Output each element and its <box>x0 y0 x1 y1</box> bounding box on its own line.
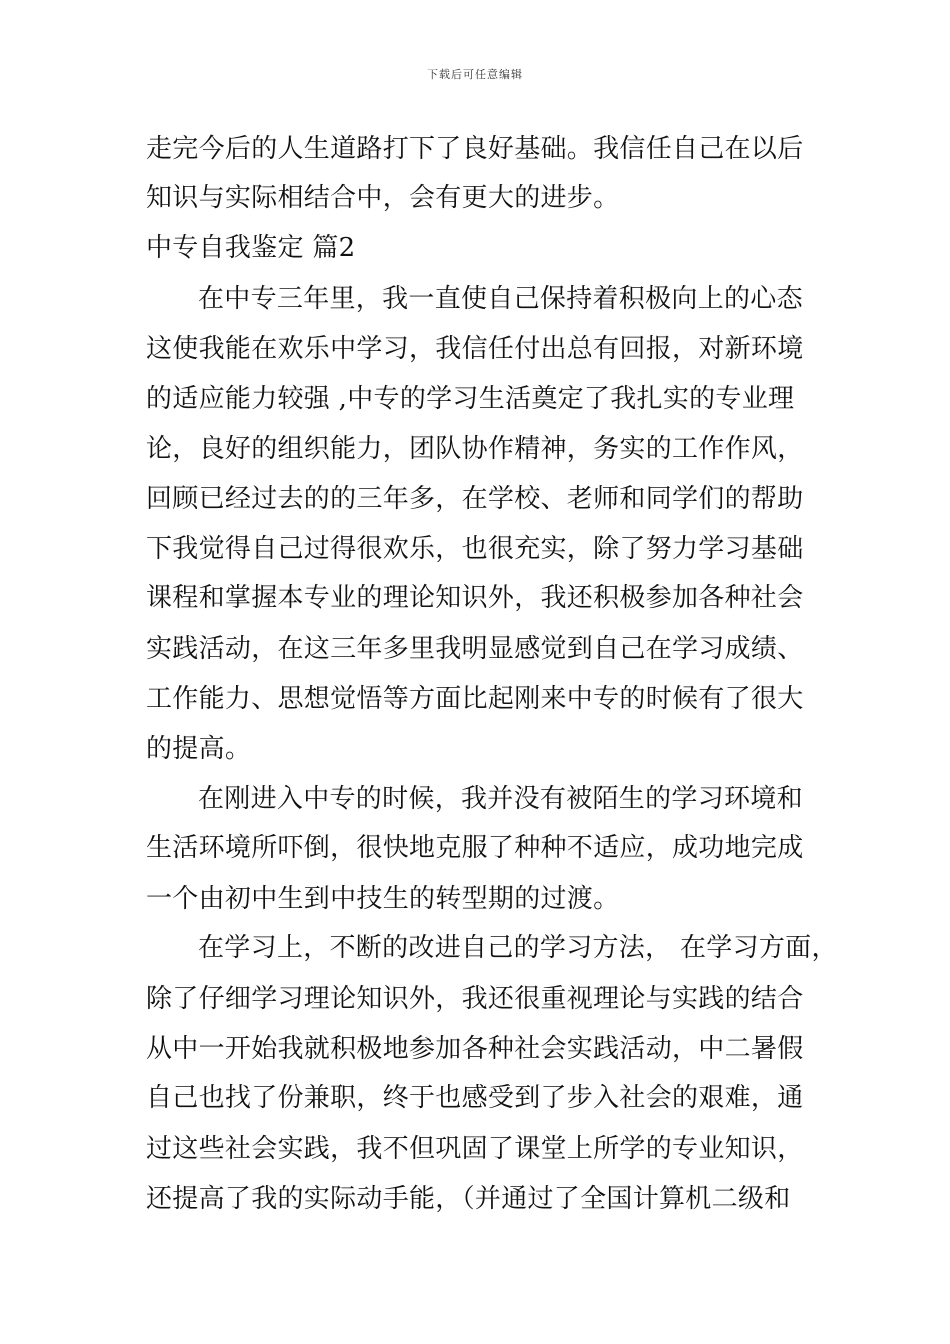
text-line: 自己也找了份兼职，终于也感受到了步入社会的艰难，通 <box>146 1083 804 1113</box>
text-line: 从中一开始我就积极地参加各种社会实践活动，中二暑假 <box>146 1034 804 1064</box>
text-line: 的适应能力较强 ,中专的学习生活奠定了我扎实的专业理 <box>146 384 795 414</box>
text-line: 知识与实际相结合中，会有更大的进步。 <box>146 183 620 213</box>
text-line: 生活环境所吓倒，很快地克服了种种不适应，成功地完成 <box>146 833 804 863</box>
text-line: 论，良好的组织能力，团队协作精神，务实的工作作风， <box>146 434 804 464</box>
text-line: 实践活动，在这三年多里我明显感觉到自己在学习成绩、 <box>146 634 804 664</box>
section-heading: 中专自我鉴定 篇2 <box>146 233 356 263</box>
text-line: 的提高。 <box>146 734 252 764</box>
text-line: 除了仔细学习理论知识外，我还很重视理论与实践的结合 <box>146 984 804 1014</box>
text-line: 下我觉得自己过得很欢乐，也很充实，除了努力学习基础 <box>146 534 804 564</box>
paragraph-first-line: 在中专三年里，我一直使自己保持着积极向上的心态 <box>198 284 803 314</box>
paragraph-first-line: 在学习上，不断的改进自己的学习方法， 在学习方面， <box>198 933 838 963</box>
page-header: 下载后可任意编辑 <box>427 68 523 81</box>
text-line: 回顾已经过去的的三年多，在学校、老师和同学们的帮助 <box>146 484 804 514</box>
text-line: 走完今后的人生道路打下了良好基础。我信任自己在以后 <box>146 134 804 164</box>
text-line: 一个由初中生到中技生的转型期的过渡。 <box>146 884 620 914</box>
text-line: 还提高了我的实际动手能，（并通过了全国计算机二级和 <box>146 1184 791 1214</box>
text-line: 这使我能在欢乐中学习，我信任付出总有回报，对新环境 <box>146 334 804 364</box>
text-line: 工作能力、思想觉悟等方面比起刚来中专的时候有了很大 <box>146 684 804 714</box>
text-line: 过这些社会实践，我不但巩固了课堂上所学的专业知识， <box>146 1134 804 1164</box>
text-line: 课程和掌握本专业的理论知识外，我还积极参加各种社会 <box>146 583 804 613</box>
paragraph-first-line: 在刚进入中专的时候，我并没有被陌生的学习环境和 <box>198 784 803 814</box>
